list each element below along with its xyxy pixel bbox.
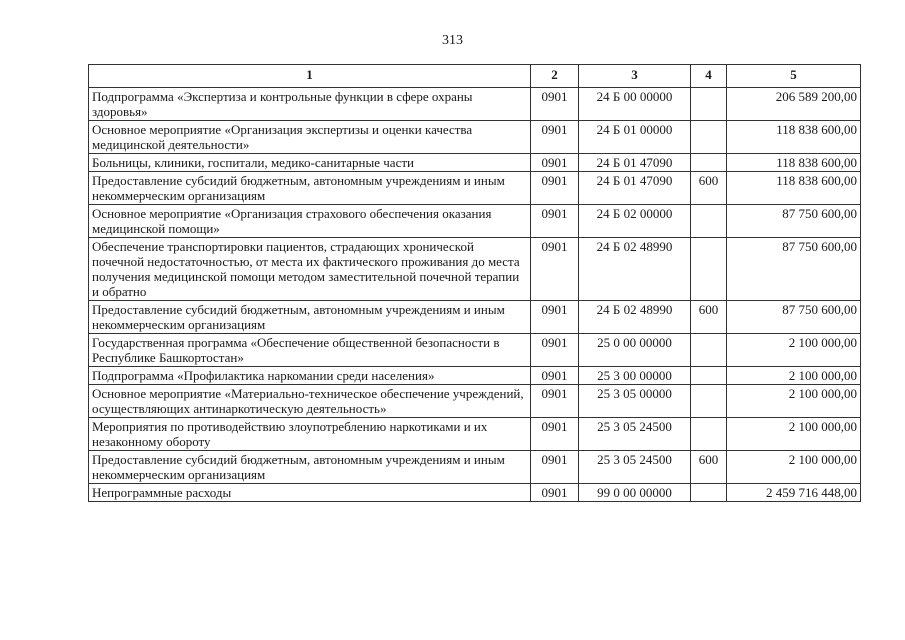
row-section-cell: 0901 — [531, 484, 579, 502]
row-section-cell: 0901 — [531, 121, 579, 154]
budget-table — [88, 64, 861, 502]
table-row — [89, 88, 861, 121]
row-target-cell: 24 Б 00 00000 — [579, 88, 691, 121]
row-section-cell: 0901 — [531, 451, 579, 484]
row-name-cell: Основное мероприятие «Организация экспертизы и оценки качества медицинской деятельности» — [89, 121, 531, 154]
row-target-cell: 24 Б 02 00000 — [579, 205, 691, 238]
row-target-cell: 25 3 00 00000 — [579, 367, 691, 385]
row-section-cell: 0901 — [531, 238, 579, 301]
table-row — [89, 334, 861, 367]
row-type-cell — [691, 385, 727, 418]
row-name-cell: Основное мероприятие «Материально-техническое обеспечение учреждений, осуществляющих антинаркотическую деятельность» — [89, 385, 531, 418]
row-type-cell — [691, 154, 727, 172]
row-amount-cell: 2 459 716 448,00 — [727, 484, 861, 502]
row-name-cell: Мероприятия по противодействию злоупотреблению наркотиками и их незаконному обороту — [89, 418, 531, 451]
row-type-cell — [691, 121, 727, 154]
row-target-cell: 24 Б 01 47090 — [579, 154, 691, 172]
row-type-cell: 600 — [691, 451, 727, 484]
table-row — [89, 121, 861, 154]
row-type-cell — [691, 88, 727, 121]
row-type-cell — [691, 334, 727, 367]
table-row — [89, 385, 861, 418]
table-body — [89, 88, 861, 502]
row-target-cell: 25 3 05 24500 — [579, 451, 691, 484]
row-section-cell: 0901 — [531, 385, 579, 418]
row-type-cell — [691, 205, 727, 238]
column-header-name: 1 — [89, 65, 531, 88]
table-row — [89, 367, 861, 385]
row-amount-cell: 2 100 000,00 — [727, 367, 861, 385]
table-row — [89, 484, 861, 502]
column-header-target: 3 — [579, 65, 691, 88]
row-section-cell: 0901 — [531, 301, 579, 334]
row-target-cell: 25 3 05 24500 — [579, 418, 691, 451]
row-target-cell: 25 3 05 00000 — [579, 385, 691, 418]
row-amount-cell: 118 838 600,00 — [727, 154, 861, 172]
row-section-cell: 0901 — [531, 367, 579, 385]
row-name-cell: Предоставление субсидий бюджетным, автономным учреждениям и иным некоммерческим организациям — [89, 172, 531, 205]
row-amount-cell: 206 589 200,00 — [727, 88, 861, 121]
row-name-cell: Предоставление субсидий бюджетным, автономным учреждениям и иным некоммерческим организациям — [89, 451, 531, 484]
row-name-cell: Предоставление субсидий бюджетным, автономным учреждениям и иным некоммерческим организациям — [89, 301, 531, 334]
row-name-cell: Государственная программа «Обеспечение общественной безопасности в Республике Башкортостан» — [89, 334, 531, 367]
row-name-cell: Подпрограмма «Профилактика наркомании среди населения» — [89, 367, 531, 385]
row-name-cell: Подпрограмма «Экспертиза и контрольные функции в сфере охраны здоровья» — [89, 88, 531, 121]
row-amount-cell: 2 100 000,00 — [727, 385, 861, 418]
row-amount-cell: 2 100 000,00 — [727, 334, 861, 367]
row-name-cell: Непрограммные расходы — [89, 484, 531, 502]
table-row — [89, 205, 861, 238]
row-target-cell: 99 0 00 00000 — [579, 484, 691, 502]
table-header-row — [89, 65, 861, 88]
row-amount-cell: 87 750 600,00 — [727, 301, 861, 334]
table-row — [89, 154, 861, 172]
row-section-cell: 0901 — [531, 88, 579, 121]
table-row — [89, 238, 861, 301]
table-row — [89, 301, 861, 334]
row-type-cell: 600 — [691, 172, 727, 205]
row-section-cell: 0901 — [531, 172, 579, 205]
row-target-cell: 25 0 00 00000 — [579, 334, 691, 367]
row-section-cell: 0901 — [531, 418, 579, 451]
row-amount-cell: 2 100 000,00 — [727, 418, 861, 451]
row-name-cell: Больницы, клиники, госпитали, медико-санитарные части — [89, 154, 531, 172]
row-type-cell: 600 — [691, 301, 727, 334]
row-type-cell — [691, 367, 727, 385]
row-section-cell: 0901 — [531, 205, 579, 238]
row-amount-cell: 87 750 600,00 — [727, 205, 861, 238]
column-header-type: 4 — [691, 65, 727, 88]
table-row — [89, 451, 861, 484]
row-type-cell — [691, 484, 727, 502]
column-header-amount: 5 — [727, 65, 861, 88]
row-name-cell: Обеспечение транспортировки пациентов, страдающих хронической почечной недостаточностью, от места их фактического проживания до места получения медицинской помощи методом заместительной почечной терапии и обратно — [89, 238, 531, 301]
row-target-cell: 24 Б 02 48990 — [579, 238, 691, 301]
row-target-cell: 24 Б 01 47090 — [579, 172, 691, 205]
page-number: 313 — [442, 33, 463, 48]
row-amount-cell: 87 750 600,00 — [727, 238, 861, 301]
row-type-cell — [691, 238, 727, 301]
row-section-cell: 0901 — [531, 154, 579, 172]
row-target-cell: 24 Б 02 48990 — [579, 301, 691, 334]
row-type-cell — [691, 418, 727, 451]
row-amount-cell: 118 838 600,00 — [727, 121, 861, 154]
row-amount-cell: 118 838 600,00 — [727, 172, 861, 205]
table-row — [89, 418, 861, 451]
row-section-cell: 0901 — [531, 334, 579, 367]
table-row — [89, 172, 861, 205]
column-header-section: 2 — [531, 65, 579, 88]
row-name-cell: Основное мероприятие «Организация страхового обеспечения оказания медицинской помощи» — [89, 205, 531, 238]
row-target-cell: 24 Б 01 00000 — [579, 121, 691, 154]
row-amount-cell: 2 100 000,00 — [727, 451, 861, 484]
